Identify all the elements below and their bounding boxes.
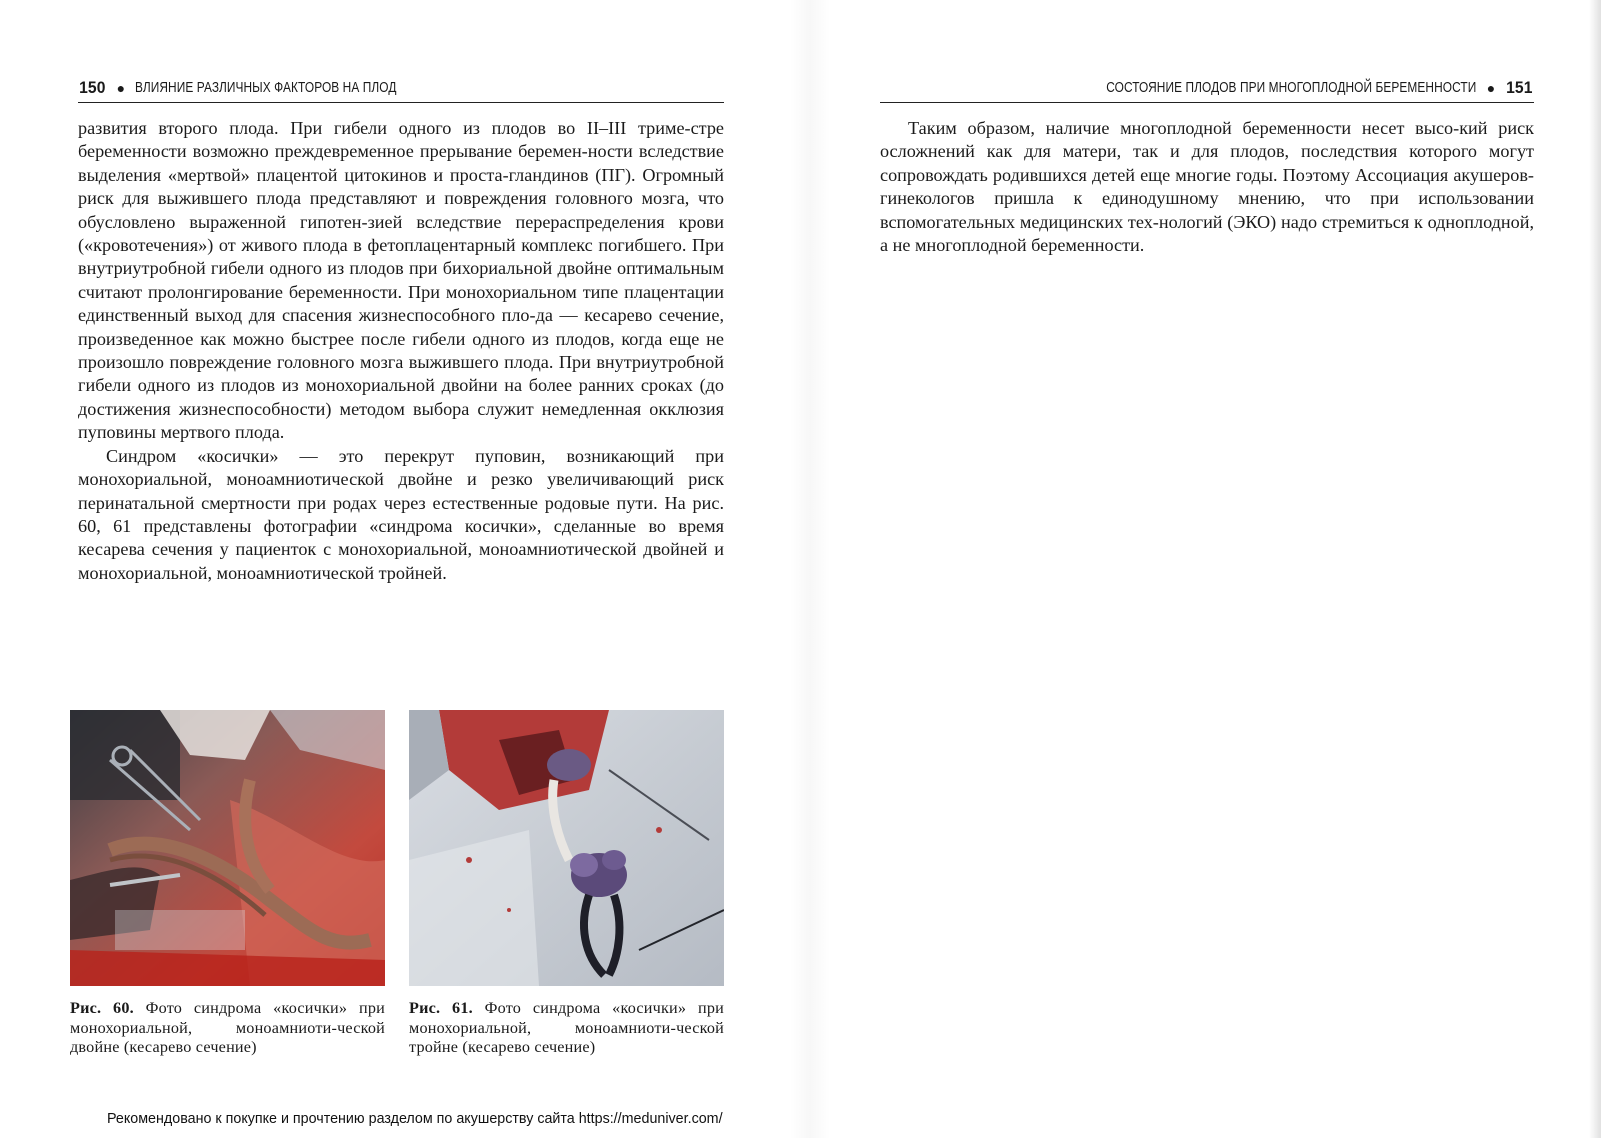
footer-recommendation: Рекомендовано к покупке и прочтению разделом по акушерству сайта https://meduniver.com/ — [107, 1111, 723, 1127]
right-page-number: 151 — [1506, 78, 1533, 97]
surgery-photo-twins — [70, 710, 385, 986]
left-running-head — [78, 74, 724, 103]
figure-60 — [70, 710, 385, 1058]
surgery-photo-triplets — [409, 710, 724, 986]
bullet-separator: ● — [1486, 80, 1496, 96]
right-paragraph-1: Таким образом, наличие многоплодной беременности несет высо-кий риск осложнений как для матери, так и для плодов, последствия которого могут сопровождать родившихся детей еще многие годы. Поэтому Ассоциация акушеров-гинекологов пришла к единодушному мнению, что при использовании вспомогательных медицинских тех-нологий (ЭКО) надо стремиться к одноплодной, а не многоплодной беременности. — [880, 118, 1534, 256]
left-paragraph-1: развития второго плода. При гибели одного из плодов во II–III триме-стре беременности возможно преждевременное прерывание беремен-ности вследствие выделения «мертвой» плацентой цитокинов и проста-гландинов (ПГ). Огромный риск для выжившего плода представляют и повреждения головного мозга, что обусловлено выраженной гипотен-зией вследствие перераспределения крови («кровотечения») от живого плода в фетоплацентарный комплекс погибшего. При внутриутробной гибели одного из плодов при бихориальной двойне оптимальным считают пролонгирование беременности. При монохориальном типе плацентации единственный выход для спасения жизнеспособного пло-да — кесарево сечение, произведенное как можно быстрее после гибели одного из плодов, когда еще не произошло повреждение головного мозга выжившего плода. При внутриутробной гибели одного из плодов из монохориальной двойни на более ранних сроках (до достижения жизнеспособности) методом выбора служит немедленная окклюзия пуповины мертвого плода. — [78, 118, 724, 443]
figure-60-caption-text: Фото синдрома «косички» при монохориальной, моноамниоти-ческой двойне (кесарево сечение) — [70, 999, 385, 1056]
right-running-title: СОСТОЯНИЕ ПЛОДОВ ПРИ МНОГОПЛОДНОЙ БЕРЕМЕННОСТИ — [1106, 80, 1477, 96]
figure-row — [70, 710, 724, 1058]
right-body-text — [880, 117, 1534, 257]
figure-61 — [409, 710, 724, 1058]
figure-61-caption-text: Фото синдрома «косички» при монохориальной, моноамниоти-ческой тройне (кесарево сечение) — [409, 999, 724, 1056]
figure-61-caption — [409, 999, 724, 1058]
figure-60-caption — [70, 999, 385, 1058]
left-paragraph-2: Синдром «косички» — это перекрут пуповин, возникающий при монохориальной, моноамниотической двойне и резко увеличивающий риск перинатальной смертности при родах через естественные родовые пути. На рис. 60, 61 представлены фотографии «синдрома косички», сделанные во время кесарева сечения у пациенток с монохориальной, моноамниотической двойней и монохориальной, моноамниотической тройней. — [78, 445, 724, 583]
bullet-separator: ● — [116, 80, 126, 96]
figure-61-label: Рис. 61. — [409, 999, 473, 1017]
page-edge-shadow — [1589, 0, 1601, 1138]
left-running-title: ВЛИЯНИЕ РАЗЛИЧНЫХ ФАКТОРОВ НА ПЛОД — [135, 80, 397, 96]
figure-60-label: Рис. 60. — [70, 999, 134, 1017]
right-running-head — [880, 74, 1534, 103]
book-gutter — [790, 0, 830, 1138]
left-page-number: 150 — [79, 78, 106, 97]
left-body-text — [78, 117, 724, 585]
